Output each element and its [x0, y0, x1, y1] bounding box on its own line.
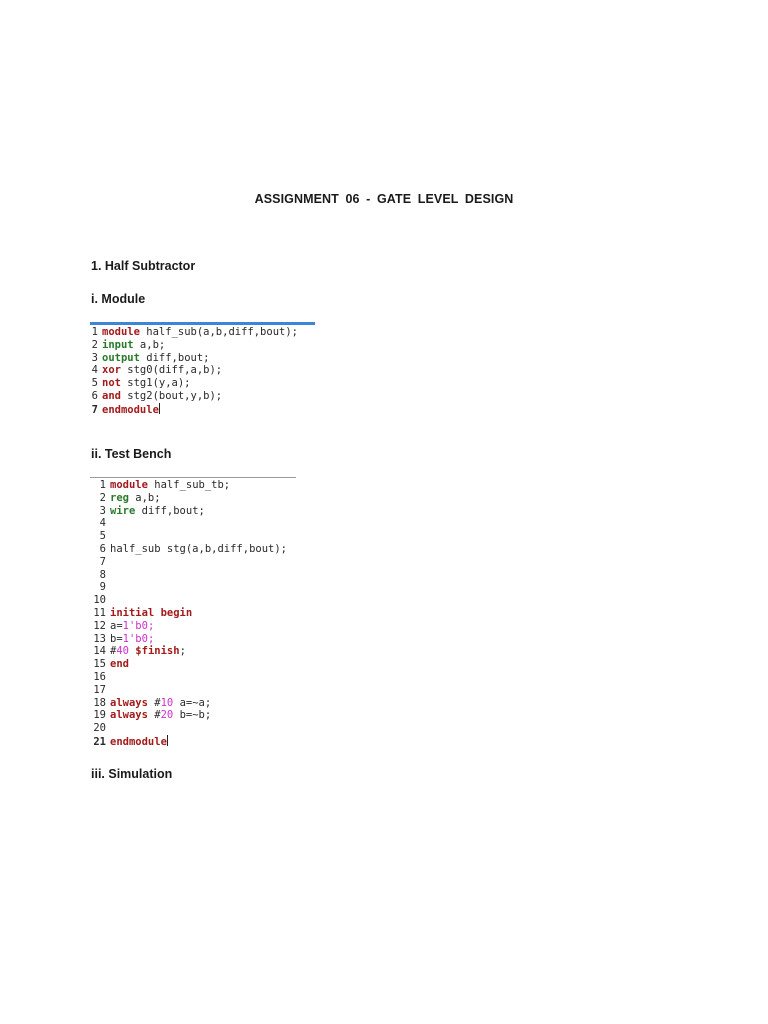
code-keyword: reg	[110, 491, 129, 504]
line-number: 3	[91, 351, 98, 364]
code-line	[90, 607, 287, 620]
code-text: a,b;	[133, 338, 166, 351]
line-number: 13	[93, 632, 106, 645]
code-line	[90, 517, 287, 530]
line-number: 12	[93, 619, 106, 632]
code-text: stg2(bout,y,b);	[120, 389, 223, 402]
code-line	[90, 645, 287, 658]
line-number: 9	[99, 581, 106, 594]
line-number: 7	[91, 403, 98, 416]
code-text: #	[147, 696, 161, 709]
code-text: half_sub stg(a,b,diff,bout);	[110, 542, 288, 555]
code-line	[90, 594, 287, 607]
text-cursor	[167, 735, 168, 746]
line-number: 16	[93, 670, 106, 683]
code-text: diff,bout;	[139, 351, 210, 364]
line-number: 7	[99, 555, 106, 568]
line-number: 8	[99, 568, 106, 581]
code-keyword: module	[110, 479, 148, 491]
code-line	[90, 581, 287, 594]
code-line	[90, 658, 287, 671]
line-number: 15	[93, 658, 106, 671]
code-text: a,b;	[128, 491, 161, 504]
code-text: a=~a;	[173, 696, 212, 709]
code-keyword: not	[102, 377, 121, 390]
code-keyword: and	[102, 389, 121, 402]
code-line	[90, 709, 287, 722]
code-line	[90, 377, 298, 390]
code-line	[90, 556, 287, 569]
code-keyword: $finish	[128, 645, 180, 658]
code-line	[90, 390, 298, 403]
code-line	[90, 735, 287, 748]
code-text: #	[147, 709, 161, 722]
code-keyword: module	[102, 326, 140, 338]
code-text: diff,bout;	[135, 504, 205, 517]
line-number: 2	[99, 491, 106, 504]
code-line	[90, 697, 287, 710]
code-line	[90, 633, 287, 646]
code-line	[90, 339, 298, 352]
code-keyword: initial begin	[110, 606, 193, 619]
code-text: #	[110, 645, 117, 658]
line-number: 19	[93, 709, 106, 722]
line-number: 6	[91, 389, 98, 402]
code-line	[90, 671, 287, 684]
subheading-simulation: iii. Simulation	[91, 767, 173, 781]
code-line	[90, 403, 298, 416]
line-number: 21	[93, 735, 106, 748]
line-number: 17	[93, 683, 106, 696]
section-heading-half-subtractor: 1. Half Subtractor	[91, 259, 196, 273]
code-line	[90, 352, 298, 365]
code-line	[90, 479, 287, 492]
module-code-top-border	[90, 322, 315, 325]
code-text: stg1(y,a);	[120, 377, 191, 390]
line-number: 5	[99, 530, 106, 543]
code-text: b=	[110, 632, 123, 645]
code-text: b=~b;	[173, 709, 212, 722]
code-keyword: output	[102, 351, 140, 364]
line-number: 2	[91, 338, 98, 351]
line-number: 1	[91, 326, 98, 338]
code-line	[90, 722, 287, 735]
page-title: ASSIGNMENT 06 - GATE LEVEL DESIGN	[254, 192, 514, 206]
code-line	[90, 620, 287, 633]
code-keyword: endmodule	[102, 403, 159, 416]
code-line	[90, 569, 287, 582]
code-keyword: xor	[102, 364, 121, 377]
line-number: 3	[99, 504, 106, 517]
code-text: ;	[179, 645, 186, 658]
code-line	[90, 492, 287, 505]
line-number: 18	[93, 696, 106, 709]
code-keyword: always	[110, 709, 148, 722]
subheading-test-bench: ii. Test Bench	[91, 447, 172, 461]
code-line	[90, 684, 287, 697]
testbench-code-block	[90, 479, 287, 748]
code-line	[90, 543, 287, 556]
code-keyword: end	[110, 658, 129, 671]
code-text: stg0(diff,a,b);	[120, 364, 223, 377]
code-text: half_sub_tb;	[147, 479, 231, 491]
code-keyword: always	[110, 696, 148, 709]
subheading-module: i. Module	[91, 292, 146, 306]
code-keyword: input	[102, 338, 134, 351]
testbench-code-top-border	[90, 477, 296, 478]
module-code-block	[90, 326, 298, 416]
code-text: half_sub(a,b,diff,bout);	[139, 326, 298, 338]
code-line	[90, 326, 298, 339]
code-number: 10	[160, 696, 174, 709]
line-number: 5	[91, 377, 98, 390]
code-number: 20	[160, 709, 174, 722]
code-text: a=	[110, 619, 123, 632]
line-number: 11	[93, 606, 106, 619]
line-number: 1	[99, 479, 106, 491]
code-number: 1'b0;	[122, 619, 155, 632]
code-number: 40	[116, 645, 129, 658]
code-line	[90, 505, 287, 518]
line-number: 4	[99, 517, 106, 530]
text-cursor	[159, 403, 160, 414]
line-number: 10	[93, 594, 106, 607]
code-number: 1'b0;	[122, 632, 155, 645]
line-number: 6	[99, 542, 106, 555]
line-number: 20	[93, 722, 106, 735]
code-line	[90, 364, 298, 377]
line-number: 14	[93, 645, 106, 658]
line-number: 4	[91, 364, 98, 377]
code-line	[90, 530, 287, 543]
code-keyword: endmodule	[110, 735, 167, 748]
code-keyword: wire	[110, 504, 136, 517]
